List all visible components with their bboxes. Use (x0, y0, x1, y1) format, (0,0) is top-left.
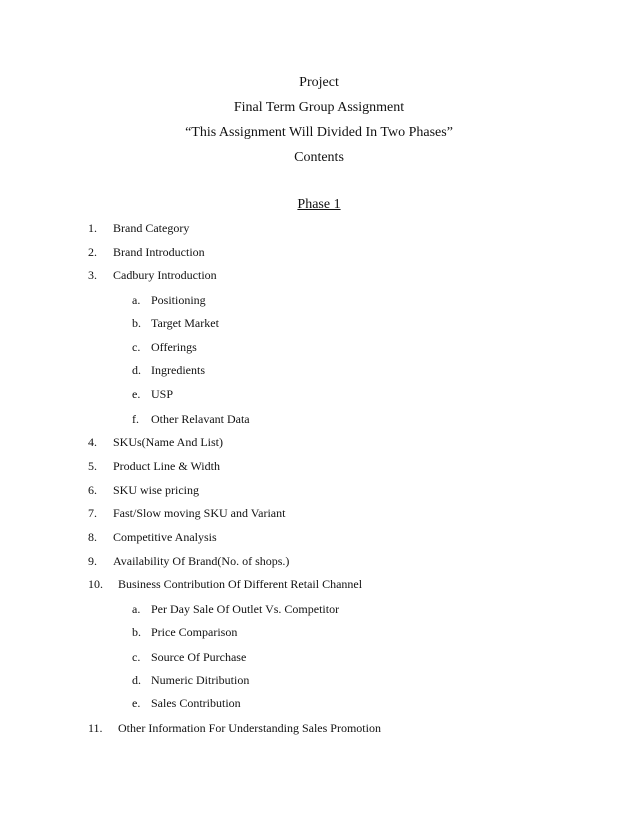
item-label: Sales Contribution (151, 696, 241, 710)
item-label: Ingredients (151, 363, 205, 377)
item-letter: d. (132, 363, 141, 377)
contents-item (88, 482, 199, 498)
contents-item (88, 267, 217, 283)
item-letter: e. (132, 387, 141, 401)
contents-item (88, 458, 220, 474)
item-label: USP (151, 387, 174, 401)
item-letter: a. (132, 602, 141, 616)
item-number: 2. (88, 245, 97, 259)
item-label: Competitive Analysis (113, 530, 217, 544)
contents-subitem (132, 695, 241, 711)
contents-item (88, 720, 381, 736)
item-label: SKU wise pricing (113, 483, 199, 497)
item-number: 5. (88, 459, 97, 473)
item-label: Brand Category (113, 221, 190, 235)
contents-subitem (132, 292, 206, 308)
item-label: Brand Introduction (113, 245, 205, 259)
phase-heading: Phase 1 (297, 197, 341, 212)
contents-subitem (132, 315, 219, 331)
contents-subitem (132, 649, 246, 665)
item-label: Price Comparison (151, 625, 238, 639)
item-label: Numeric Ditribution (151, 673, 250, 687)
project-heading: Project (299, 75, 339, 90)
item-label: Source Of Purchase (151, 650, 247, 664)
item-number: 10. (88, 577, 103, 591)
item-label: Target Market (151, 316, 219, 330)
item-number: 4. (88, 435, 97, 449)
item-label: Other Information For Understanding Sales Promotion (118, 721, 381, 735)
item-label: SKUs(Name And List) (113, 435, 223, 449)
item-number: 6. (88, 483, 97, 497)
item-number: 8. (88, 530, 97, 544)
item-number: 7. (88, 506, 97, 520)
item-label: Cadbury Introduction (113, 268, 217, 282)
item-label: Per Day Sale Of Outlet Vs. Competitor (151, 602, 340, 616)
item-letter: d. (132, 673, 141, 687)
contents-heading: Contents (294, 150, 344, 165)
item-number: 3. (88, 268, 97, 282)
assignment-heading: Final Term Group Assignment (233, 100, 405, 115)
item-label: Fast/Slow moving SKU and Variant (113, 506, 286, 520)
item-label: Positioning (151, 293, 206, 307)
assignment-quote: “This Assignment Will Divided In Two Phases” (185, 125, 453, 140)
contents-subitem (132, 411, 250, 427)
contents-subitem (132, 362, 205, 378)
contents-item (88, 244, 205, 260)
item-letter: e. (132, 696, 141, 710)
contents-item (88, 529, 217, 545)
contents-subitem (132, 601, 339, 617)
contents-item (88, 553, 289, 569)
item-label: Product Line & Width (113, 459, 220, 473)
contents-subitem (132, 386, 173, 402)
item-label: Other Relavant Data (151, 412, 250, 426)
item-letter: f. (132, 412, 139, 426)
item-number: 1. (88, 221, 97, 235)
contents-item (88, 434, 223, 450)
item-number: 11. (88, 721, 103, 735)
item-label: Offerings (151, 340, 197, 354)
contents-item (88, 505, 285, 521)
item-letter: a. (132, 293, 141, 307)
item-letter: b. (132, 625, 141, 639)
contents-subitem (132, 672, 249, 688)
item-label: Business Contribution Of Different Retail Channel (118, 577, 363, 591)
item-label: Availability Of Brand(No. of shops.) (113, 554, 290, 568)
contents-subitem (132, 339, 197, 355)
contents-item (88, 576, 362, 592)
item-number: 9. (88, 554, 97, 568)
contents-item (88, 220, 189, 236)
item-letter: c. (132, 650, 141, 664)
contents-subitem (132, 624, 237, 640)
item-letter: b. (132, 316, 141, 330)
item-letter: c. (132, 340, 141, 354)
